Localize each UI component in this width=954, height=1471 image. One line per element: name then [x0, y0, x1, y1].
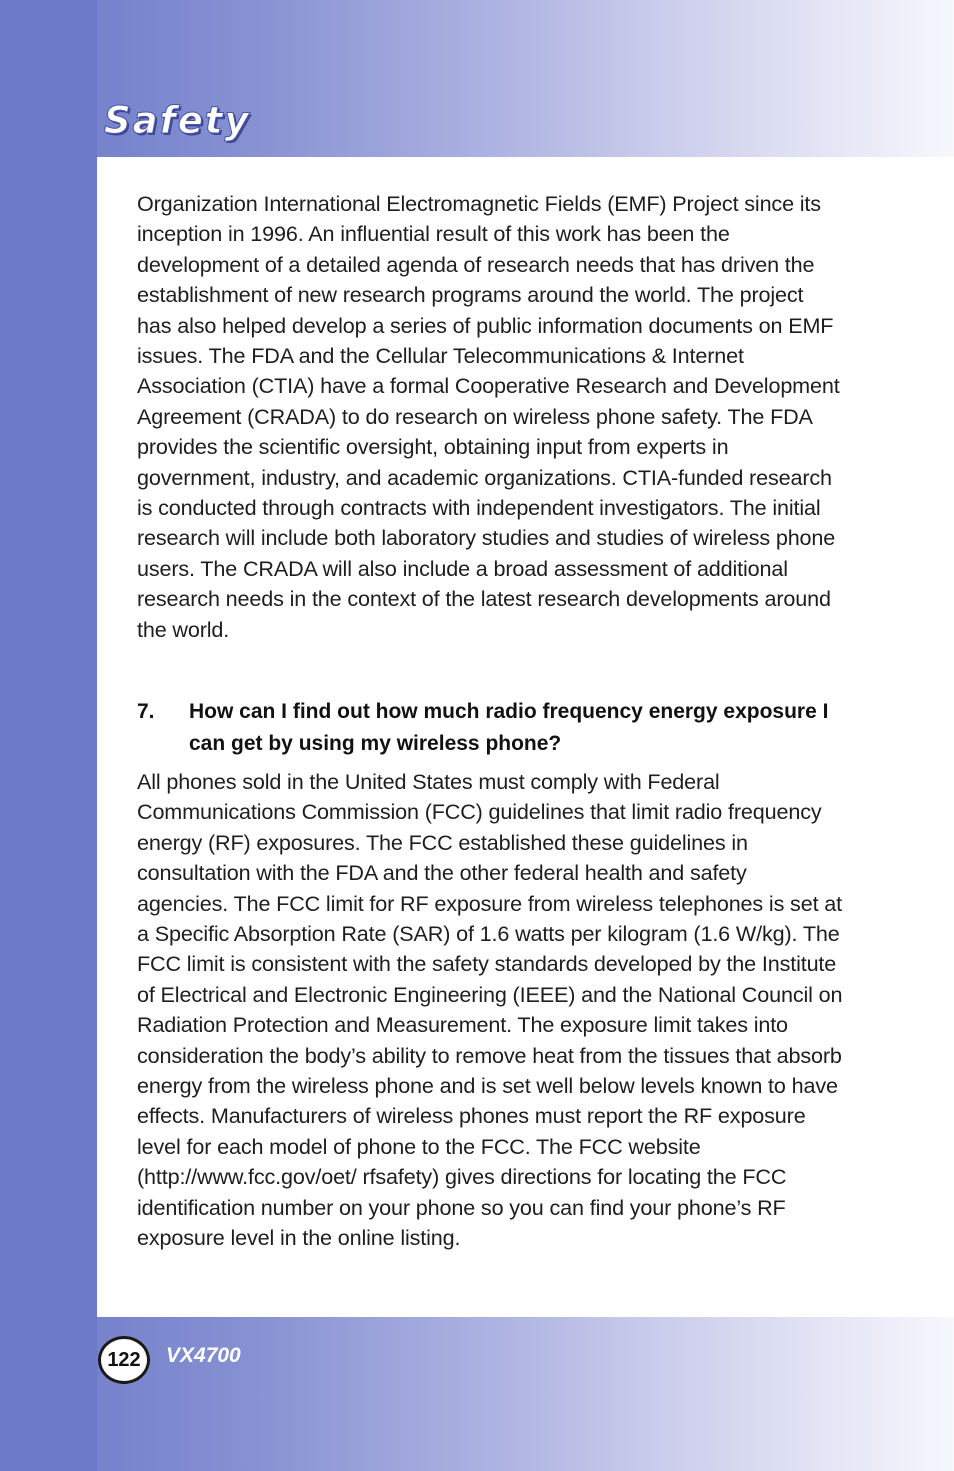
- body-paragraph-1: Organization International Electromagnetic Fields (EMF) Project since its inception in 1996. An influential result of this work has been the development of a detailed agenda of research needs that has driven the establishment of new research programs around the world. The project has also helped develop a series of public information documents on EMF issues. The FDA and the Cellular Telecommunications & Internet Association (CTIA) have a formal Cooperative Research and Development Agreement (CRADA) to do research on wireless phone safety. The FDA provides the scientific oversight, obtaining input from experts in government, industry, and academic organizations. CTIA-funded research is conducted through contracts with independent investigators. The initial research will include both laboratory studies and studies of wireless phone users. The CRADA will also include a broad assessment of additional research needs in the context of the latest research developments around the world.: [137, 191, 840, 642]
- page-title: Safety: [104, 99, 251, 142]
- question-text: How can I find out how much radio frequency energy exposure I can get by using my wireless phone?: [189, 700, 829, 755]
- question-heading: [137, 696, 843, 760]
- question-number: 7.: [137, 700, 155, 723]
- page-number-badge: 122: [98, 1336, 150, 1384]
- model-name: VX4700: [166, 1344, 241, 1367]
- left-color-strip: [0, 0, 97, 1471]
- body-paragraph-2: All phones sold in the United States must comply with Federal Communications Commission (FCC) guidelines that limit radio frequency energy (RF) exposures. The FCC established these guidelines in consultation with the FDA and the other federal health and safety agencies. The FCC limit for RF exposure from wireless telephones is set at a Specific Absorption Rate (SAR) of 1.6 watts per kilogram (1.6 W/kg). The FCC limit is consistent with the safety standards developed by the Institute of Electrical and Electronic Engineering (IEEE) and the National Council on Radiation Protection and Measurement. The exposure limit takes into consideration the body’s ability to remove heat from the tissues that absorb energy from the wireless phone and is set well below levels known to have effects. Manufacturers of wireless phones must report the RF exposure level for each model of phone to the FCC. The FCC website (http://www.fcc.gov/oet/ rfsafety) gives directions for locating the FCC identification number on your phone so you can find your phone’s RF exposure level in the online listing.: [137, 769, 843, 1251]
